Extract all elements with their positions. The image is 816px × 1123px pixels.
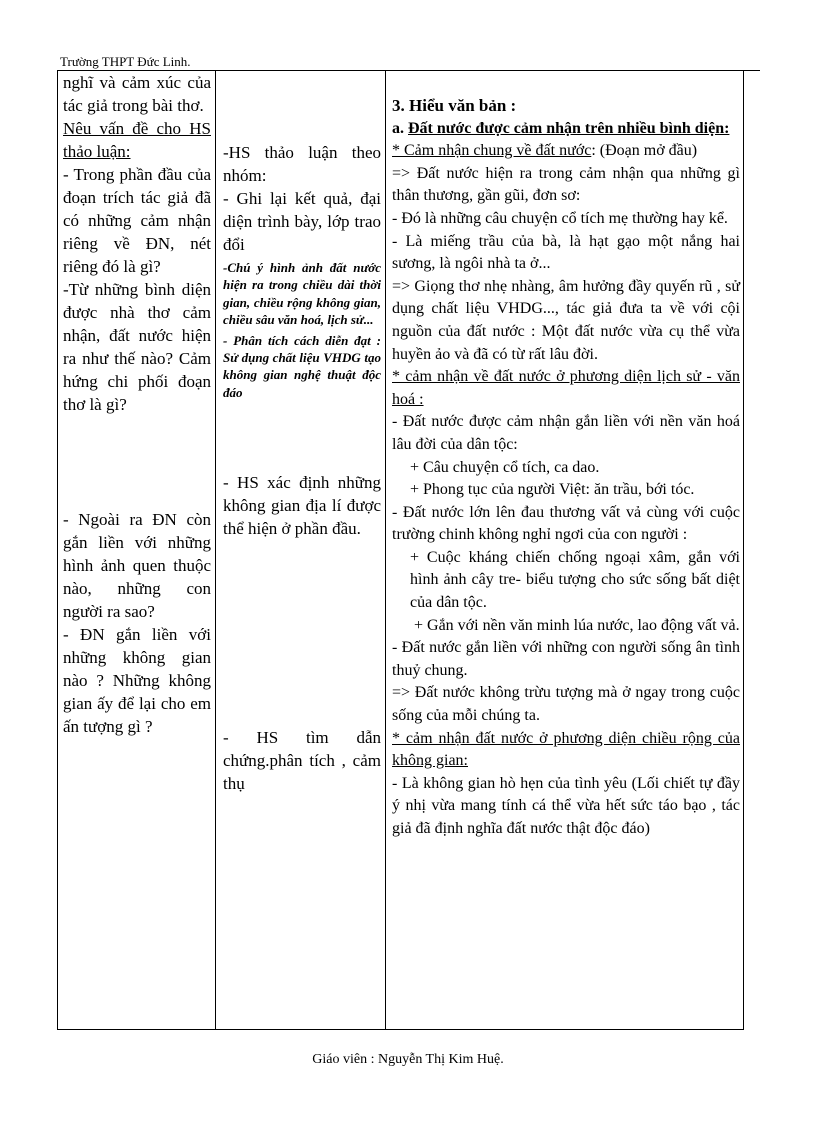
col2-note: -Chú ý hình ảnh đất nước hiện ra trong chiều dài thời gian, chiều rộng không gian, chiều sâu văn hoá, lịch sử...: [223, 260, 381, 328]
student-activity-column: [216, 71, 386, 1029]
teacher-activity-column: [58, 71, 216, 1029]
content-line: + Câu chuyện cổ tích, ca dao.: [410, 458, 600, 476]
col1-text: - ĐN gắn liền với những không gian nào ? Những không gian ấy để lại cho em ấn tượng gì ?: [63, 625, 211, 736]
section-heading: 3. Hiểu văn bản :: [392, 96, 517, 115]
content-line: + Cuộc kháng chiến chống ngoại xâm, gắn với hình ảnh cây tre- biểu tượng cho sức sống bất diệt của dân tộc.: [410, 548, 740, 612]
col2-text: - HS tìm dẫn chứng.phân tích , cảm thụ: [223, 728, 381, 794]
lesson-table: [57, 70, 744, 1030]
col1-text: Nêu vấn đề cho HS thảo luận:: [63, 119, 211, 161]
content-line: => Đất nước không trừu tượng mà ở ngay trong cuộc sống của mỗi chúng ta.: [392, 684, 740, 725]
content-line: - Đó là những câu chuyện cổ tích mẹ thường hay kể.: [392, 209, 728, 227]
col1-text: - Ngoài ra ĐN còn gắn liền với những hình ảnh quen thuộc nào, những con người ra sao?: [63, 510, 211, 621]
subheading-a: a. Đất nước được cảm nhận trên nhiều bình diện:: [392, 119, 730, 137]
content-subsection-title: * cảm nhận về đất nước ở phương diện lịch sử - văn hoá :: [392, 368, 740, 408]
col1-text: nghĩ và cảm xúc của tác giả trong bài thơ.: [63, 73, 211, 115]
col2-text: - HS xác định những không gian địa lí được thể hiện ở phần đầu.: [223, 473, 381, 539]
content-subsection-title: * cảm nhận đất nước ở phương diện chiều rộng của không gian:: [392, 729, 740, 770]
content-line: + Phong tục của người Việt: ăn trầu, bới tóc.: [410, 481, 695, 499]
school-name: Trường THPT Đức Linh.: [60, 54, 191, 69]
teacher-name: Giáo viên : Nguyễn Thị Kim Huệ.: [312, 1052, 504, 1067]
content-line: - Đất nước được cảm nhận gắn liền với nền văn hoá lâu đời của dân tộc:: [392, 413, 740, 453]
content-line: => Giọng thơ nhẹ nhàng, âm hưởng đầy quyến rũ , sử dụng chất liệu VHDG..., tác giả đưa ta về với cội nguồn của đất nước : Một đất nước vừa cụ thể vừa huyền ảo và đã có từ rất lâu đời.: [392, 277, 740, 363]
content-line: => Đất nước hiện ra trong cảm nhận qua những gì thân thương, gần gũi, đơn sơ:: [392, 164, 740, 205]
content-line: - Là không gian hò hẹn của tình yêu (Lối chiết tự đầy ý nhị vừa mang tính cá thể vừa hết sức táo bạo , tác giả đã định nghĩa đất nước thật độc đáo): [392, 774, 740, 837]
col2-text: -HS thảo luận theo nhóm:: [223, 143, 381, 185]
content-column: [386, 71, 743, 1029]
page-header: [60, 54, 760, 71]
col2-text: - Ghi lại kết quả, đại diện trình bày, lớp trao đổi: [223, 189, 381, 254]
content-line: - Đất nước lớn lên đau thương vất vả cùng với cuộc trường chinh không nghỉ ngơi của con người :: [392, 503, 740, 544]
content-line: - Là miếng trầu của bà, là hạt gạo một nắng hai sương, là ngôi nhà ta ở...: [392, 232, 740, 273]
content-line: * Cảm nhận chung về đất nước: (Đoạn mở đầu): [392, 142, 698, 160]
page-footer: [0, 1052, 816, 1068]
col2-note: - Phân tích cách diễn đạt : Sử dụng chất liệu VHDG tạo không gian nghệ thuật độc đáo: [223, 332, 381, 400]
content-line: - Đất nước gắn liền với những con người sống ân tình thuỷ chung.: [392, 639, 740, 679]
content-line: + Gắn với nền văn minh lúa nước, lao động vất vả.: [414, 616, 740, 634]
col1-text: -Từ những bình diện được nhà thơ cảm nhận, đất nước hiện ra như thế nào? Cảm hứng chi phối đoạn thơ là gì?: [63, 280, 211, 414]
col1-text: - Trong phần đầu của đoạn trích tác giả đã có những cảm nhận riêng về ĐN, nét riêng đó là gì?: [63, 165, 211, 276]
